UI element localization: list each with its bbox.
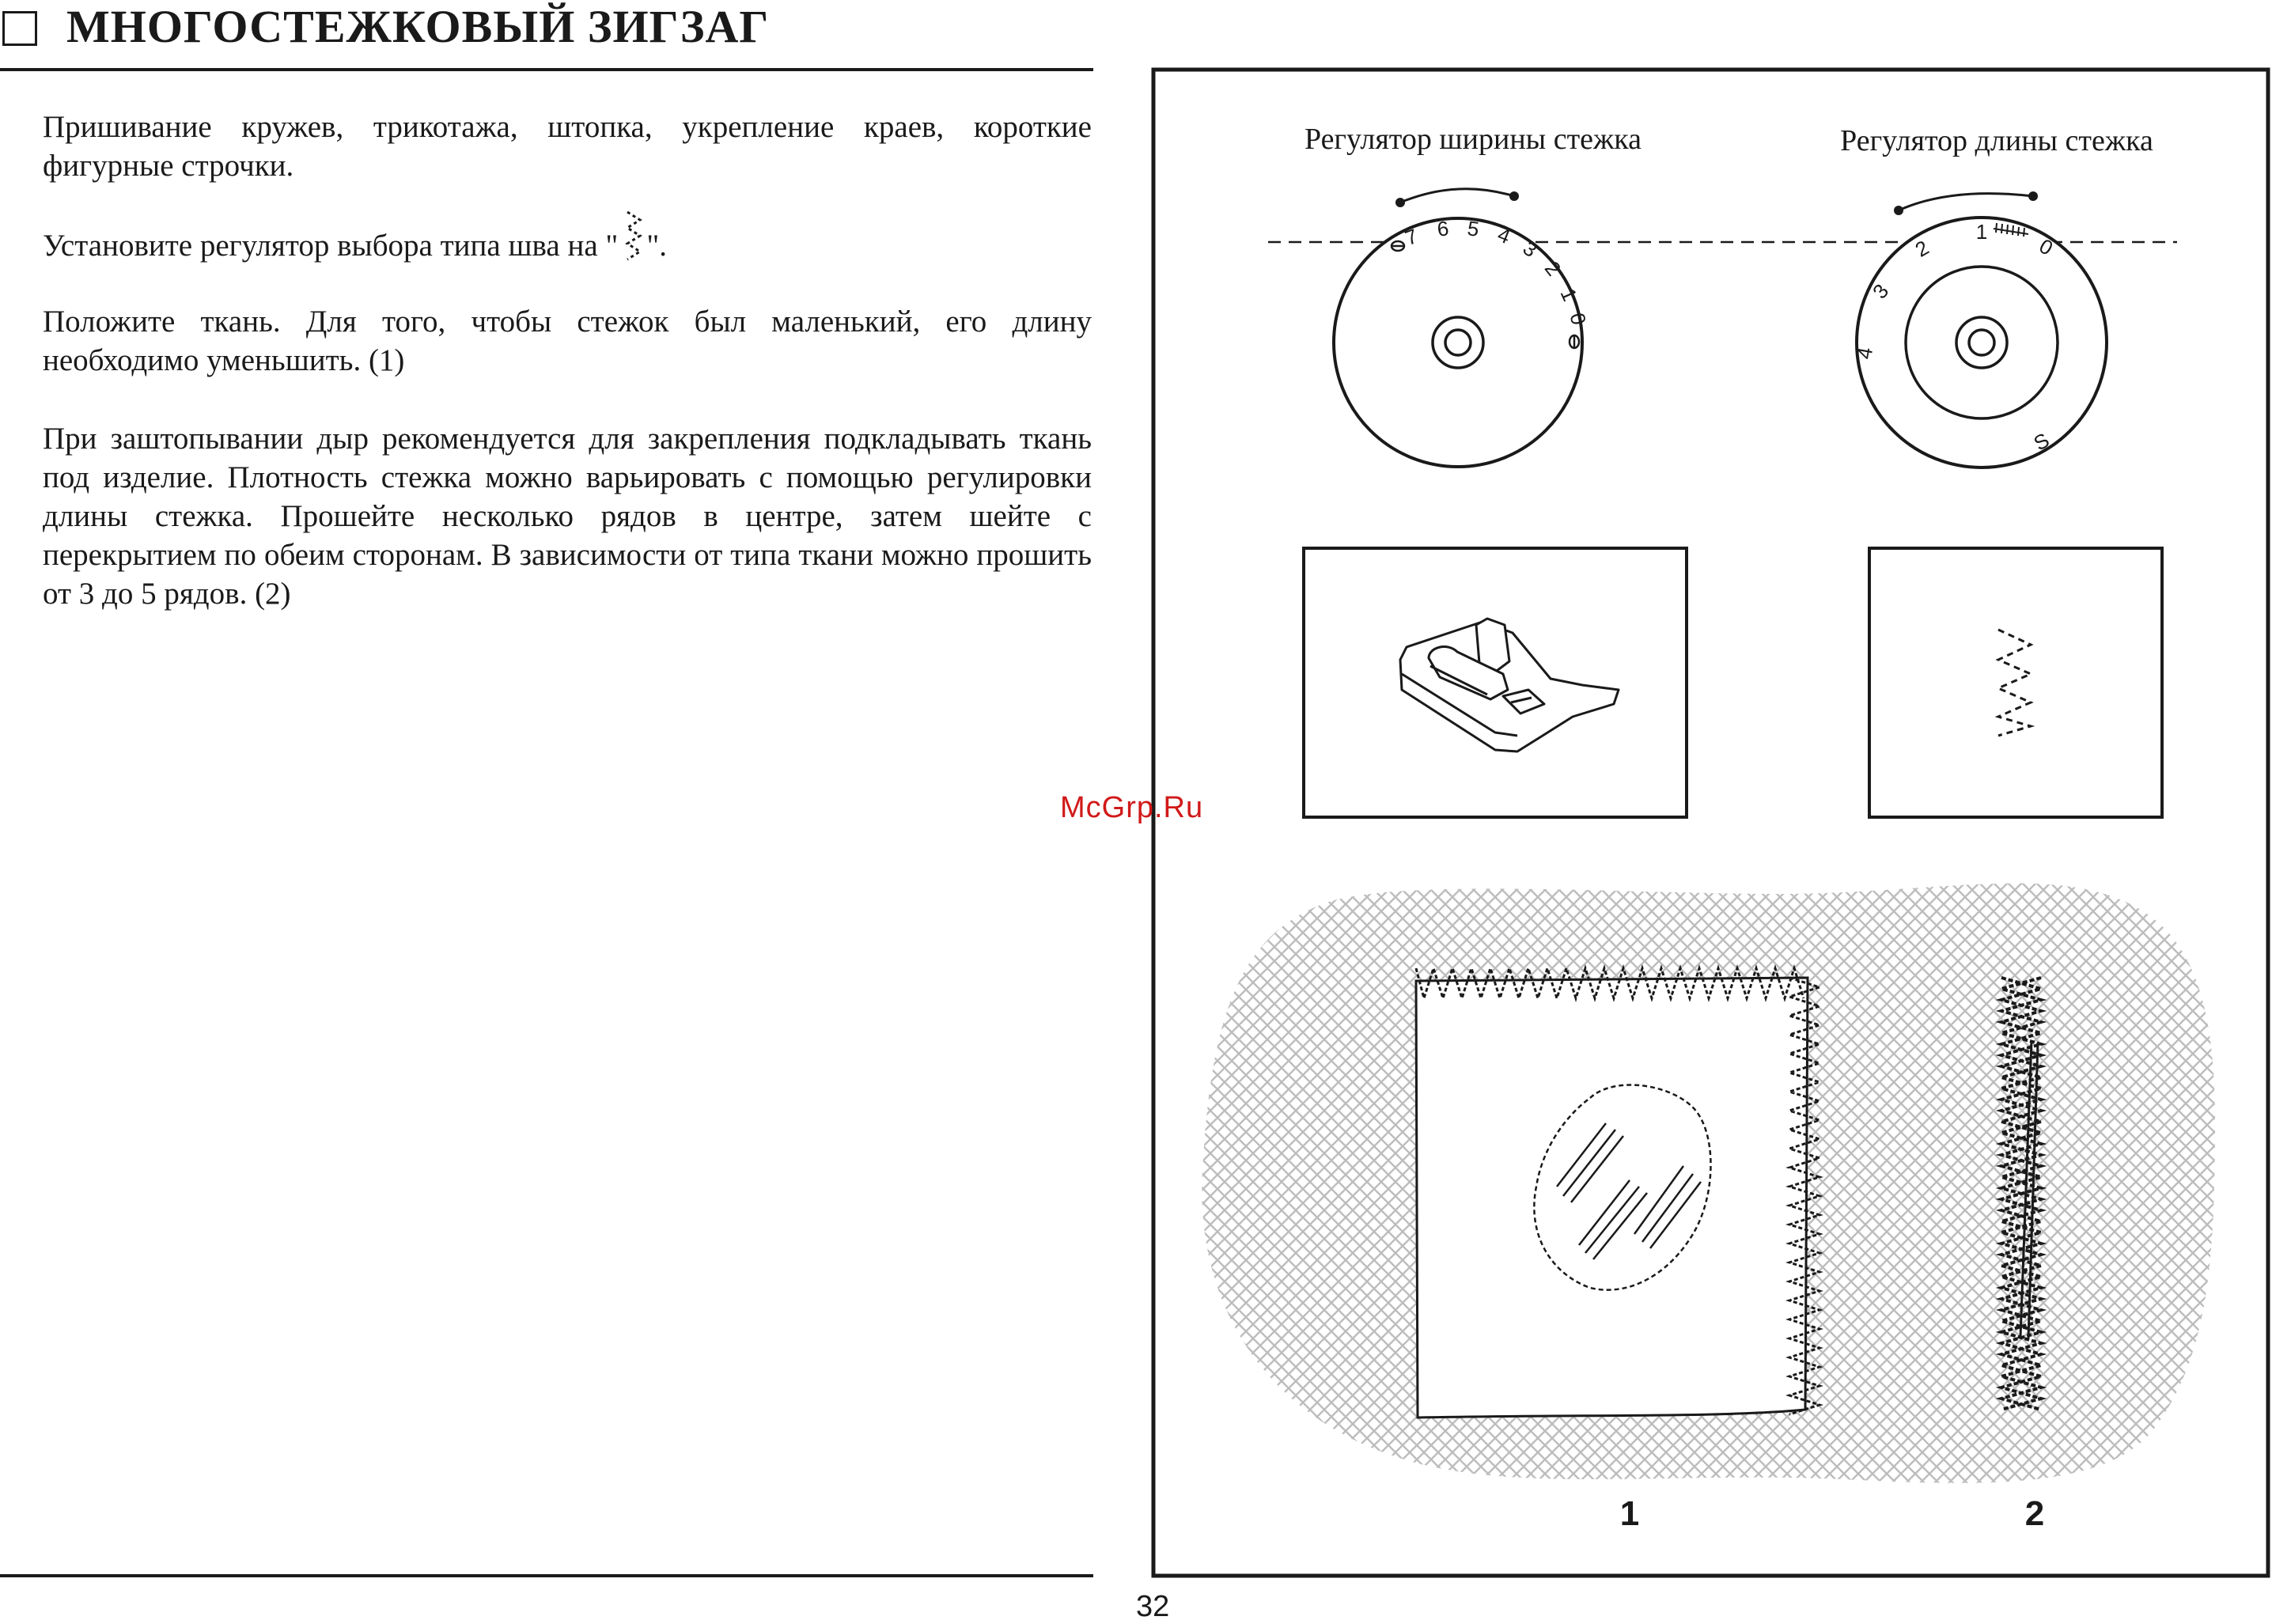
length-mark-4: 4 (1852, 345, 1878, 362)
width-dial-label: Регулятор ширины стежка (1304, 123, 1642, 156)
paragraph-fabric: Положите ткань. Для того, чтобы стежок был маленький, его длину необходимо уменьшить. (1) (43, 305, 1092, 377)
patch-fabric (1416, 978, 1808, 1418)
width-mark-4: 4 (1494, 222, 1514, 249)
length-mark-0: 0 (2035, 233, 2058, 260)
width-dial-body (1334, 218, 1582, 467)
illustration-label-2: 2 (2024, 1494, 2045, 1533)
length-dial (1852, 191, 2107, 468)
width-mark-1: 1 (1555, 284, 1582, 305)
length-mark-2: 2 (1910, 235, 1933, 262)
stitch-pattern-box (1869, 548, 2162, 817)
length-mark-1: 1 (1975, 220, 1988, 244)
width-mark-7: 7 (1401, 223, 1421, 251)
width-dial-arc (1400, 189, 1514, 203)
illustration-label-1: 1 (1619, 1494, 1640, 1533)
width-mark-5: 5 (1466, 216, 1481, 241)
page-title: МНОГОСТЕЖКОВЫЙ ЗИГЗАГ (66, 1, 770, 52)
selector-text-before: Установите регулятор выбора типа шва на " (43, 228, 619, 263)
width-mark-0: 0 (1565, 310, 1591, 327)
width-mark-2: 2 (1539, 256, 1566, 281)
selector-text-after: ". (646, 228, 667, 263)
length-mark-s: S (2029, 427, 2054, 456)
width-mark-6: 6 (1436, 216, 1450, 241)
watermark: McGrp.Ru (1060, 791, 1204, 824)
paragraph-usage: Пришивание кружев, трикотажа, штопка, укрепление краев, короткие фигурные строчки. (43, 110, 1092, 183)
length-dial-body (1857, 218, 2107, 468)
width-dial (1334, 189, 1591, 467)
length-dial-label: Регулятор длины стежка (1840, 124, 2153, 157)
paragraph-darning: При заштопывании дыр рекомендуется для закрепления подкладывать ткань под изделие. Плотность стежка можно варьировать с помощью регулировки длины стежка. Прошейте несколько рядов в центре, затем шейте с перекрытием по обеим сторонам. В зависимости от типа ткани можно прошить от 3 до 5 рядов. (2) (43, 422, 1092, 611)
width-mark-3: 3 (1518, 236, 1542, 263)
length-dial-arc (1899, 194, 2033, 210)
length-mark-3: 3 (1867, 279, 1894, 304)
page-number: 32 (1136, 1590, 1170, 1623)
patch-illustration (1416, 968, 1819, 1418)
